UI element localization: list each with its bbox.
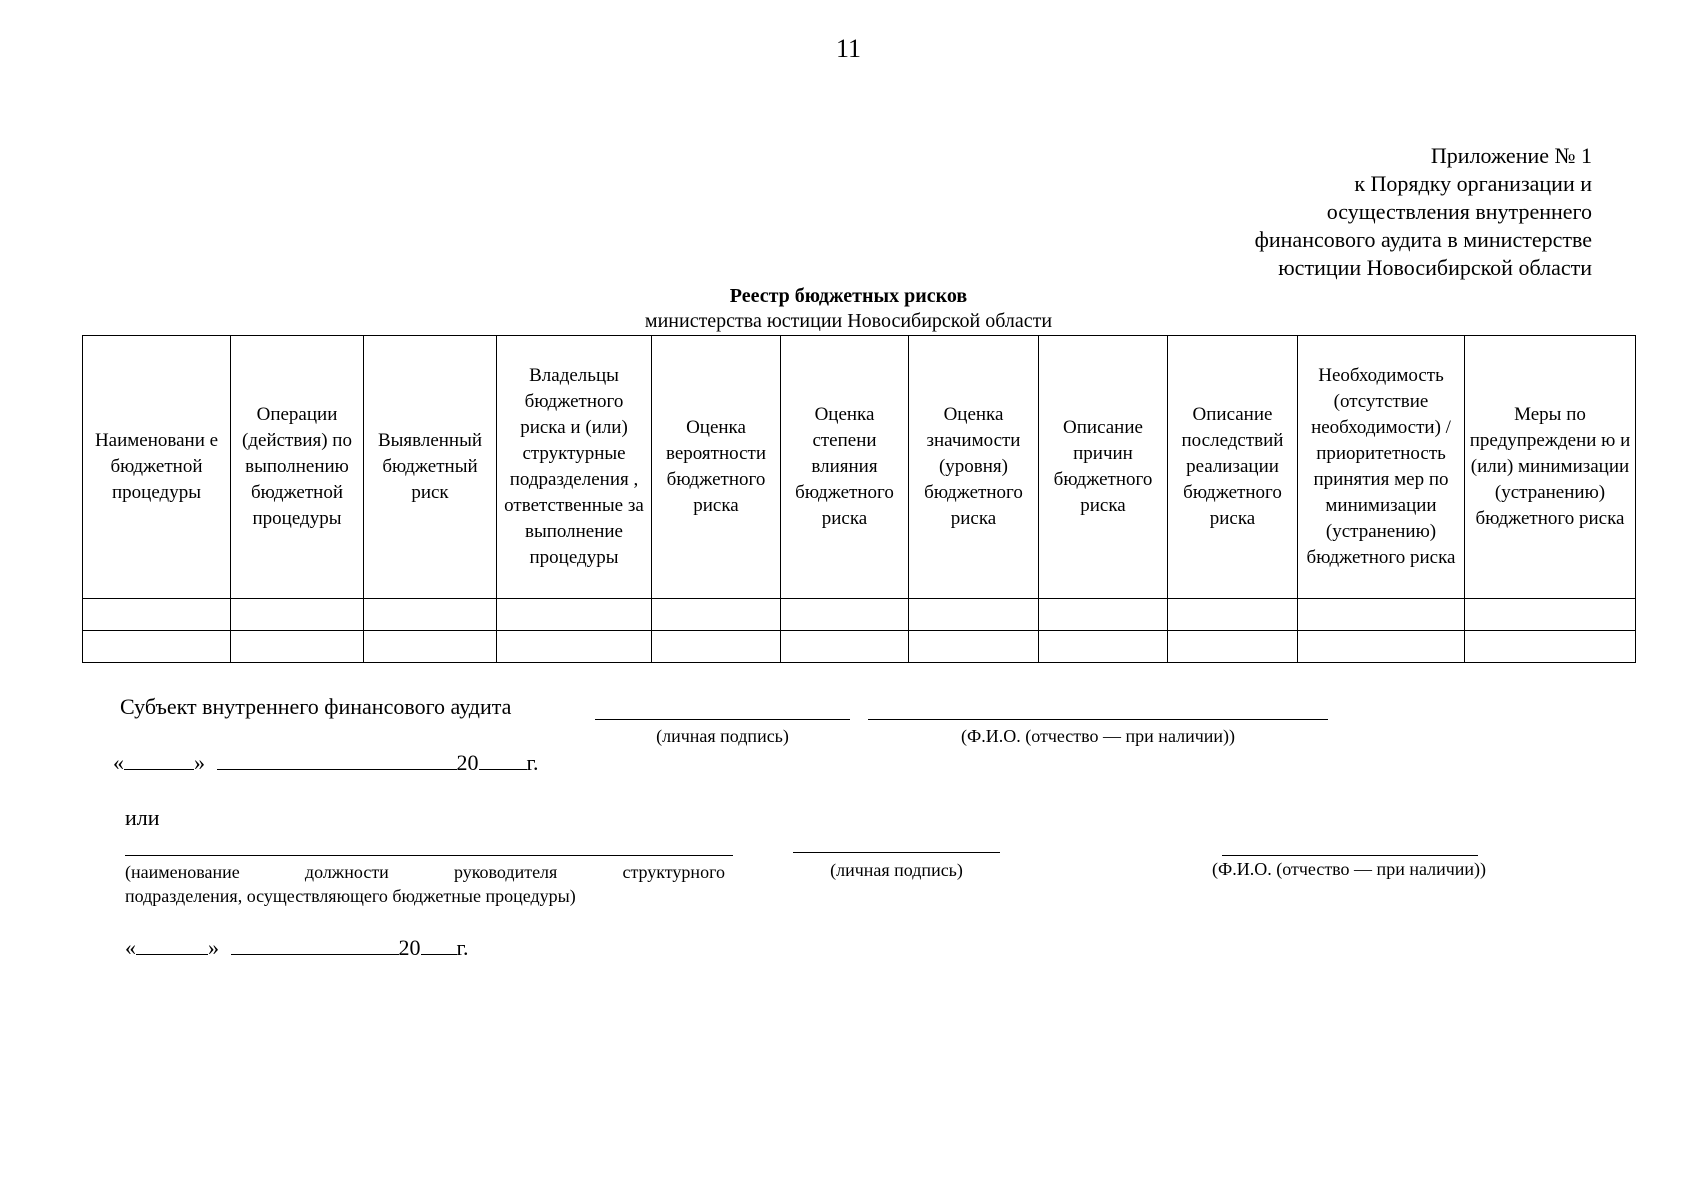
or-label: или bbox=[125, 805, 160, 830]
table-cell bbox=[1168, 599, 1298, 631]
year-suffix: г. bbox=[526, 750, 539, 775]
name-caption: (Ф.И.О. (отчество — при наличии)) bbox=[960, 726, 1236, 746]
table-cell bbox=[909, 599, 1039, 631]
position-caption bbox=[125, 860, 725, 908]
signature-caption: (личная подпись) bbox=[656, 726, 789, 746]
table-cell bbox=[1039, 631, 1168, 663]
column-header-operations: Операции (действия) по выполнению бюджетной процедуры bbox=[231, 336, 364, 599]
column-header-procedure-name: Наименовани е бюджетной процедуры bbox=[83, 336, 231, 599]
register-table bbox=[82, 335, 1636, 663]
signature-caption-2: (личная подпись) bbox=[830, 860, 963, 880]
position-caption-line: (наименование должности руководителя структурного bbox=[125, 862, 725, 882]
table-cell bbox=[364, 631, 497, 663]
table-cell bbox=[1298, 631, 1465, 663]
table-cell bbox=[83, 631, 231, 663]
annex-line: финансового аудита в министерстве bbox=[1254, 227, 1592, 252]
date-close-quote: » bbox=[208, 935, 219, 960]
annex-line: юстиции Новосибирской области bbox=[1278, 255, 1592, 280]
register-subtitle: министерства юстиции Новосибирской области bbox=[644, 310, 1053, 332]
table-cell bbox=[1039, 599, 1168, 631]
name-line-2[interactable] bbox=[1222, 855, 1478, 856]
subject-label: Субъект внутреннего финансового аудита bbox=[120, 694, 512, 719]
date-open-quote: « bbox=[113, 750, 124, 775]
table-row bbox=[83, 631, 1636, 663]
year-suffix: г. bbox=[456, 935, 469, 960]
column-header-necessity-priority: Необходимость (отсутствие необходимости) / приоритетность принятия мер по минимизации (устранению) бюджетного риска bbox=[1298, 336, 1465, 599]
table-cell bbox=[364, 599, 497, 631]
table-cell bbox=[497, 631, 652, 663]
position-line[interactable] bbox=[125, 855, 733, 856]
table-cell bbox=[497, 599, 652, 631]
table-cell bbox=[1298, 599, 1465, 631]
register-title: Реестр бюджетных рисков bbox=[729, 285, 968, 307]
name-caption-2: (Ф.И.О. (отчество — при наличии)) bbox=[1212, 859, 1487, 879]
column-header-significance: Оценка значимости (уровня) бюджетного риска bbox=[909, 336, 1039, 599]
name-line[interactable] bbox=[868, 719, 1328, 720]
column-header-identified-risk: Выявленный бюджетный риск bbox=[364, 336, 497, 599]
table-cell bbox=[781, 599, 909, 631]
column-header-impact: Оценка степени влияния бюджетного риска bbox=[781, 336, 909, 599]
annex-line: Приложение № 1 bbox=[1430, 143, 1592, 168]
annex-line: к Порядку организации и bbox=[1354, 171, 1592, 196]
table-cell bbox=[1465, 631, 1636, 663]
signature-line[interactable] bbox=[595, 719, 850, 720]
table-cell bbox=[231, 599, 364, 631]
date-row-2 bbox=[125, 935, 469, 961]
column-header-causes: Описание причин бюджетного риска bbox=[1039, 336, 1168, 599]
table-cell bbox=[652, 631, 781, 663]
table-cell bbox=[231, 631, 364, 663]
annex-header bbox=[1072, 142, 1592, 282]
date-row bbox=[113, 750, 539, 776]
date-close-quote: » bbox=[194, 750, 205, 775]
column-header-measures: Меры по предупреждени ю и (или) минимизации (устранению) бюджетного риска bbox=[1465, 336, 1636, 599]
annex-line: осуществления внутреннего bbox=[1326, 199, 1592, 224]
signature-line-2[interactable] bbox=[793, 852, 1000, 853]
year-field[interactable] bbox=[421, 936, 457, 955]
column-header-probability: Оценка вероятности бюджетного риска bbox=[652, 336, 781, 599]
table-cell bbox=[652, 599, 781, 631]
page-number: 11 bbox=[835, 34, 862, 63]
table-cell bbox=[1465, 599, 1636, 631]
year-field[interactable] bbox=[479, 751, 527, 770]
date-open-quote: « bbox=[125, 935, 136, 960]
day-field[interactable] bbox=[124, 751, 194, 770]
column-header-risk-owners: Владельцы бюджетного риска и (или) структурные подразделения , ответственные за выполнение процедуры bbox=[497, 336, 652, 599]
year-prefix: 20 bbox=[456, 750, 479, 775]
position-caption-line: подразделения, осуществляющего бюджетные процедуры) bbox=[125, 886, 576, 906]
month-field[interactable] bbox=[217, 751, 457, 770]
column-header-consequences: Описание последствий реализации бюджетного риска bbox=[1168, 336, 1298, 599]
table-row bbox=[83, 599, 1636, 631]
table-cell bbox=[781, 631, 909, 663]
table-cell bbox=[909, 631, 1039, 663]
table-cell bbox=[83, 599, 231, 631]
table-header-row bbox=[83, 336, 1636, 599]
day-field[interactable] bbox=[136, 936, 208, 955]
month-field[interactable] bbox=[231, 936, 399, 955]
table-cell bbox=[1168, 631, 1298, 663]
year-prefix: 20 bbox=[398, 935, 421, 960]
